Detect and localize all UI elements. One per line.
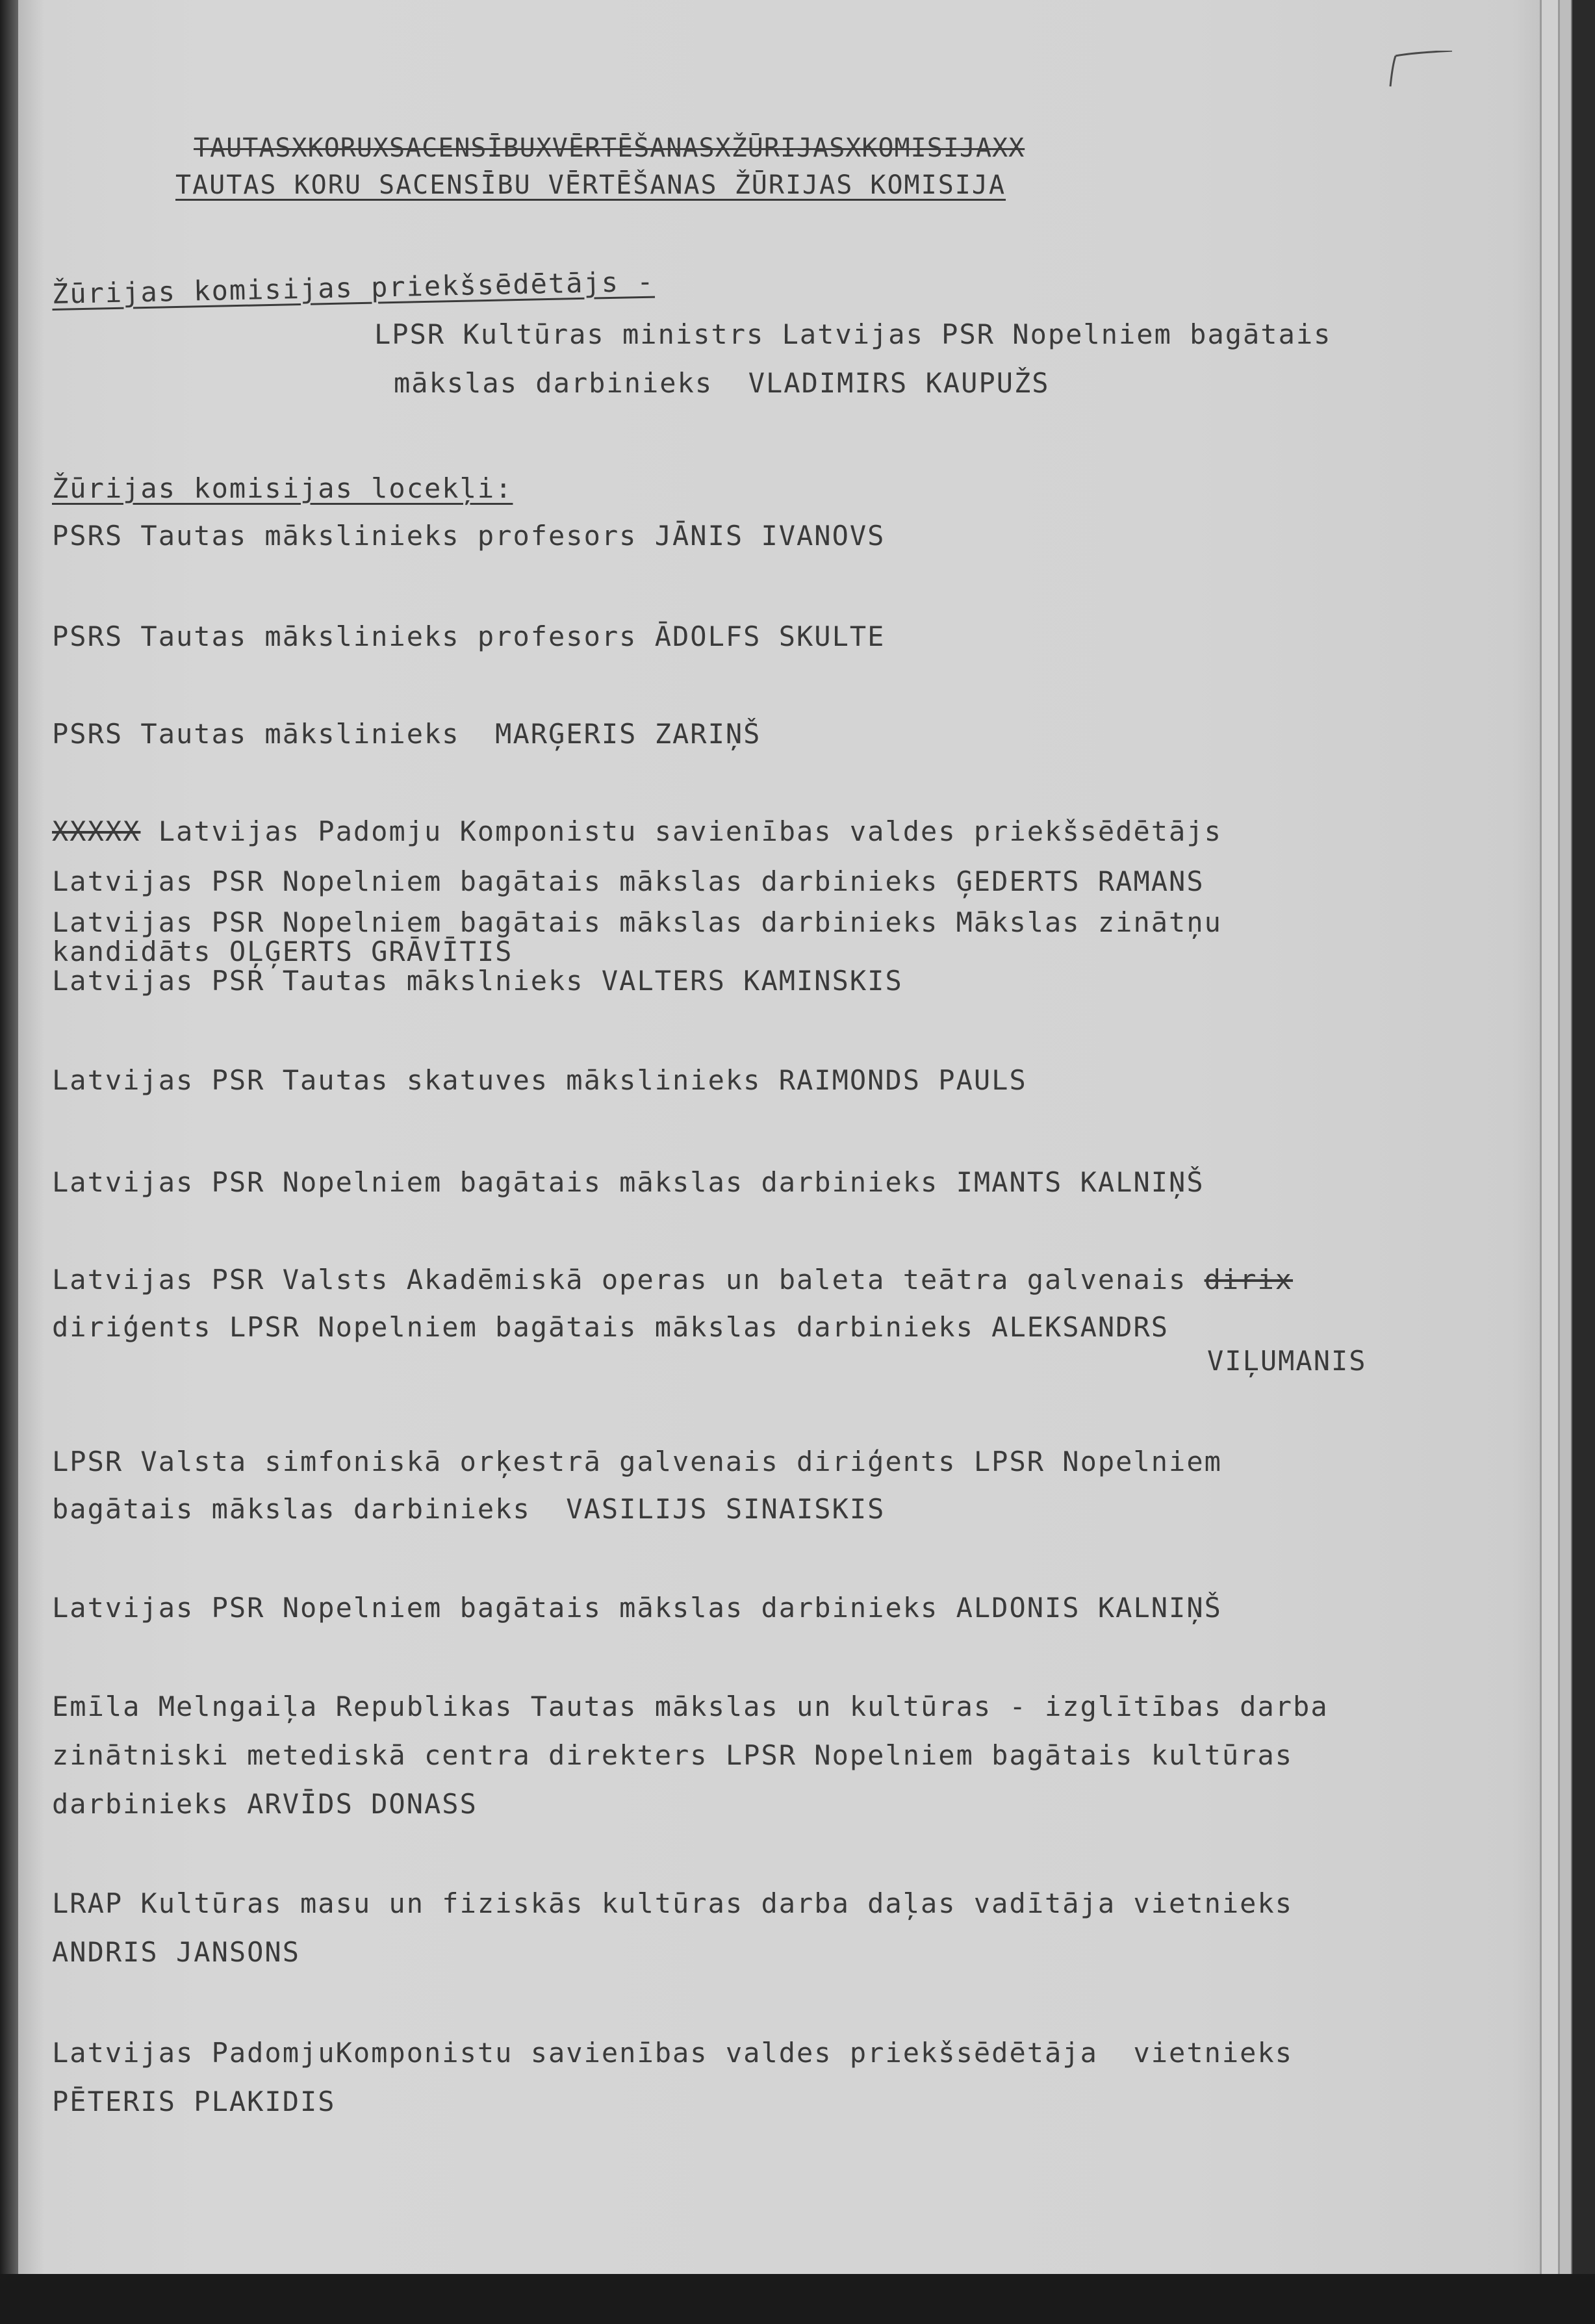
member-13a: LRAP Kultūras masu un fiziskās kultūras darba daļas vadītāja vietnieks xyxy=(52,1887,1294,1919)
member-10b: bagātais mākslas darbinieks VASILIJS SINAISKIS xyxy=(52,1493,886,1525)
struck-title: TAUTASXKORUXSACENSĪBUXVĒRTĒŠANASXŽŪRIJASXKOMISIJAXX xyxy=(194,133,1025,163)
member-5b: kandidāts OĻĢERTS GRĀVĪTIS xyxy=(52,936,513,967)
member-12b: zinātniski metediskā centra direkters LPSR Nopelniem bagātais kultūras xyxy=(52,1739,1294,1771)
page-edge xyxy=(1540,0,1560,2324)
member-14a: Latvijas PadomjuKomponistu savienības valdes priekšsēdētāja vietnieks xyxy=(52,2037,1294,2069)
members-heading: Žūrijas komisijas locekļi: xyxy=(52,472,513,504)
member-4 xyxy=(52,815,1222,847)
member-5a: Latvijas PSR Nopelniem bagātais mākslas darbinieks Mākslas zinātņu xyxy=(52,906,1222,938)
member-8: Latvijas PSR Nopelniem bagātais mākslas darbinieks IMANTS KALNIŅŠ xyxy=(52,1166,1205,1198)
pencil-mark-icon xyxy=(1384,51,1455,90)
document-title: TAUTAS KORU SACENSĪBU VĒRTĒŠANAS ŽŪRIJAS KOMISIJA xyxy=(175,170,1006,200)
member-4-struck: XXXXX xyxy=(52,815,141,847)
chair-line-1: LPSR Kultūras ministrs Latvijas PSR Nopelniem bagātais xyxy=(374,318,1332,350)
member-9a-text: Latvijas PSR Valsts Akadēmiskā operas un baleta teātra galvenais xyxy=(52,1264,1205,1296)
member-12a: Emīla Melngaiļa Republikas Tautas mākslas un kultūras - izglītības darba xyxy=(52,1691,1329,1722)
member-10a: LPSR Valsta simfoniskā orķestrā galvenais diriģents LPSR Nopelniem xyxy=(52,1446,1222,1477)
member-6: Latvijas PSR Tautas mākslnieks VALTERS KAMINSKIS xyxy=(52,965,903,997)
member-9a-struck: dirix xyxy=(1204,1264,1294,1296)
member-3: PSRS Tautas mākslinieks MARĢERIS ZARIŅŠ xyxy=(52,718,761,750)
typed-document xyxy=(18,0,1546,2274)
member-12c: darbinieks ARVĪDS DONASS xyxy=(52,1788,478,1820)
member-11: Latvijas PSR Nopelniem bagātais mākslas darbinieks ALDONIS KALNIŅŠ xyxy=(52,1592,1222,1624)
member-14b: PĒTERIS PLAKIDIS xyxy=(52,2086,336,2117)
member-9a xyxy=(52,1264,1293,1296)
member-9b: diriģents LPSR Nopelniem bagātais mākslas darbinieks ALEKSANDRS xyxy=(52,1311,1169,1343)
paper-sheet xyxy=(18,0,1546,2274)
member-4b: Latvijas PSR Nopelniem bagātais mākslas darbinieks ĢEDERTS RAMANS xyxy=(52,865,1205,897)
member-4-text: Latvijas Padomju Komponistu savienības valdes priekšsēdētājs xyxy=(140,815,1222,847)
member-2: PSRS Tautas mākslinieks profesors ĀDOLFS SKULTE xyxy=(52,620,886,652)
member-1: PSRS Tautas mākslinieks profesors JĀNIS IVANOVS xyxy=(52,520,886,552)
member-9c: VIĻUMANIS xyxy=(1207,1345,1367,1377)
chair-line-2: mākslas darbinieks VLADIMIRS KAUPUŽS xyxy=(394,367,1050,399)
scan-bottom-margin xyxy=(0,2274,1595,2324)
member-13b: ANDRIS JANSONS xyxy=(52,1936,301,1968)
page-edge xyxy=(1571,0,1595,2324)
member-7: Latvijas PSR Tautas skatuves mākslinieks RAIMONDS PAULS xyxy=(52,1064,1027,1096)
chair-heading: Žūrijas komisijas priekšsēdētājs - xyxy=(51,265,656,310)
